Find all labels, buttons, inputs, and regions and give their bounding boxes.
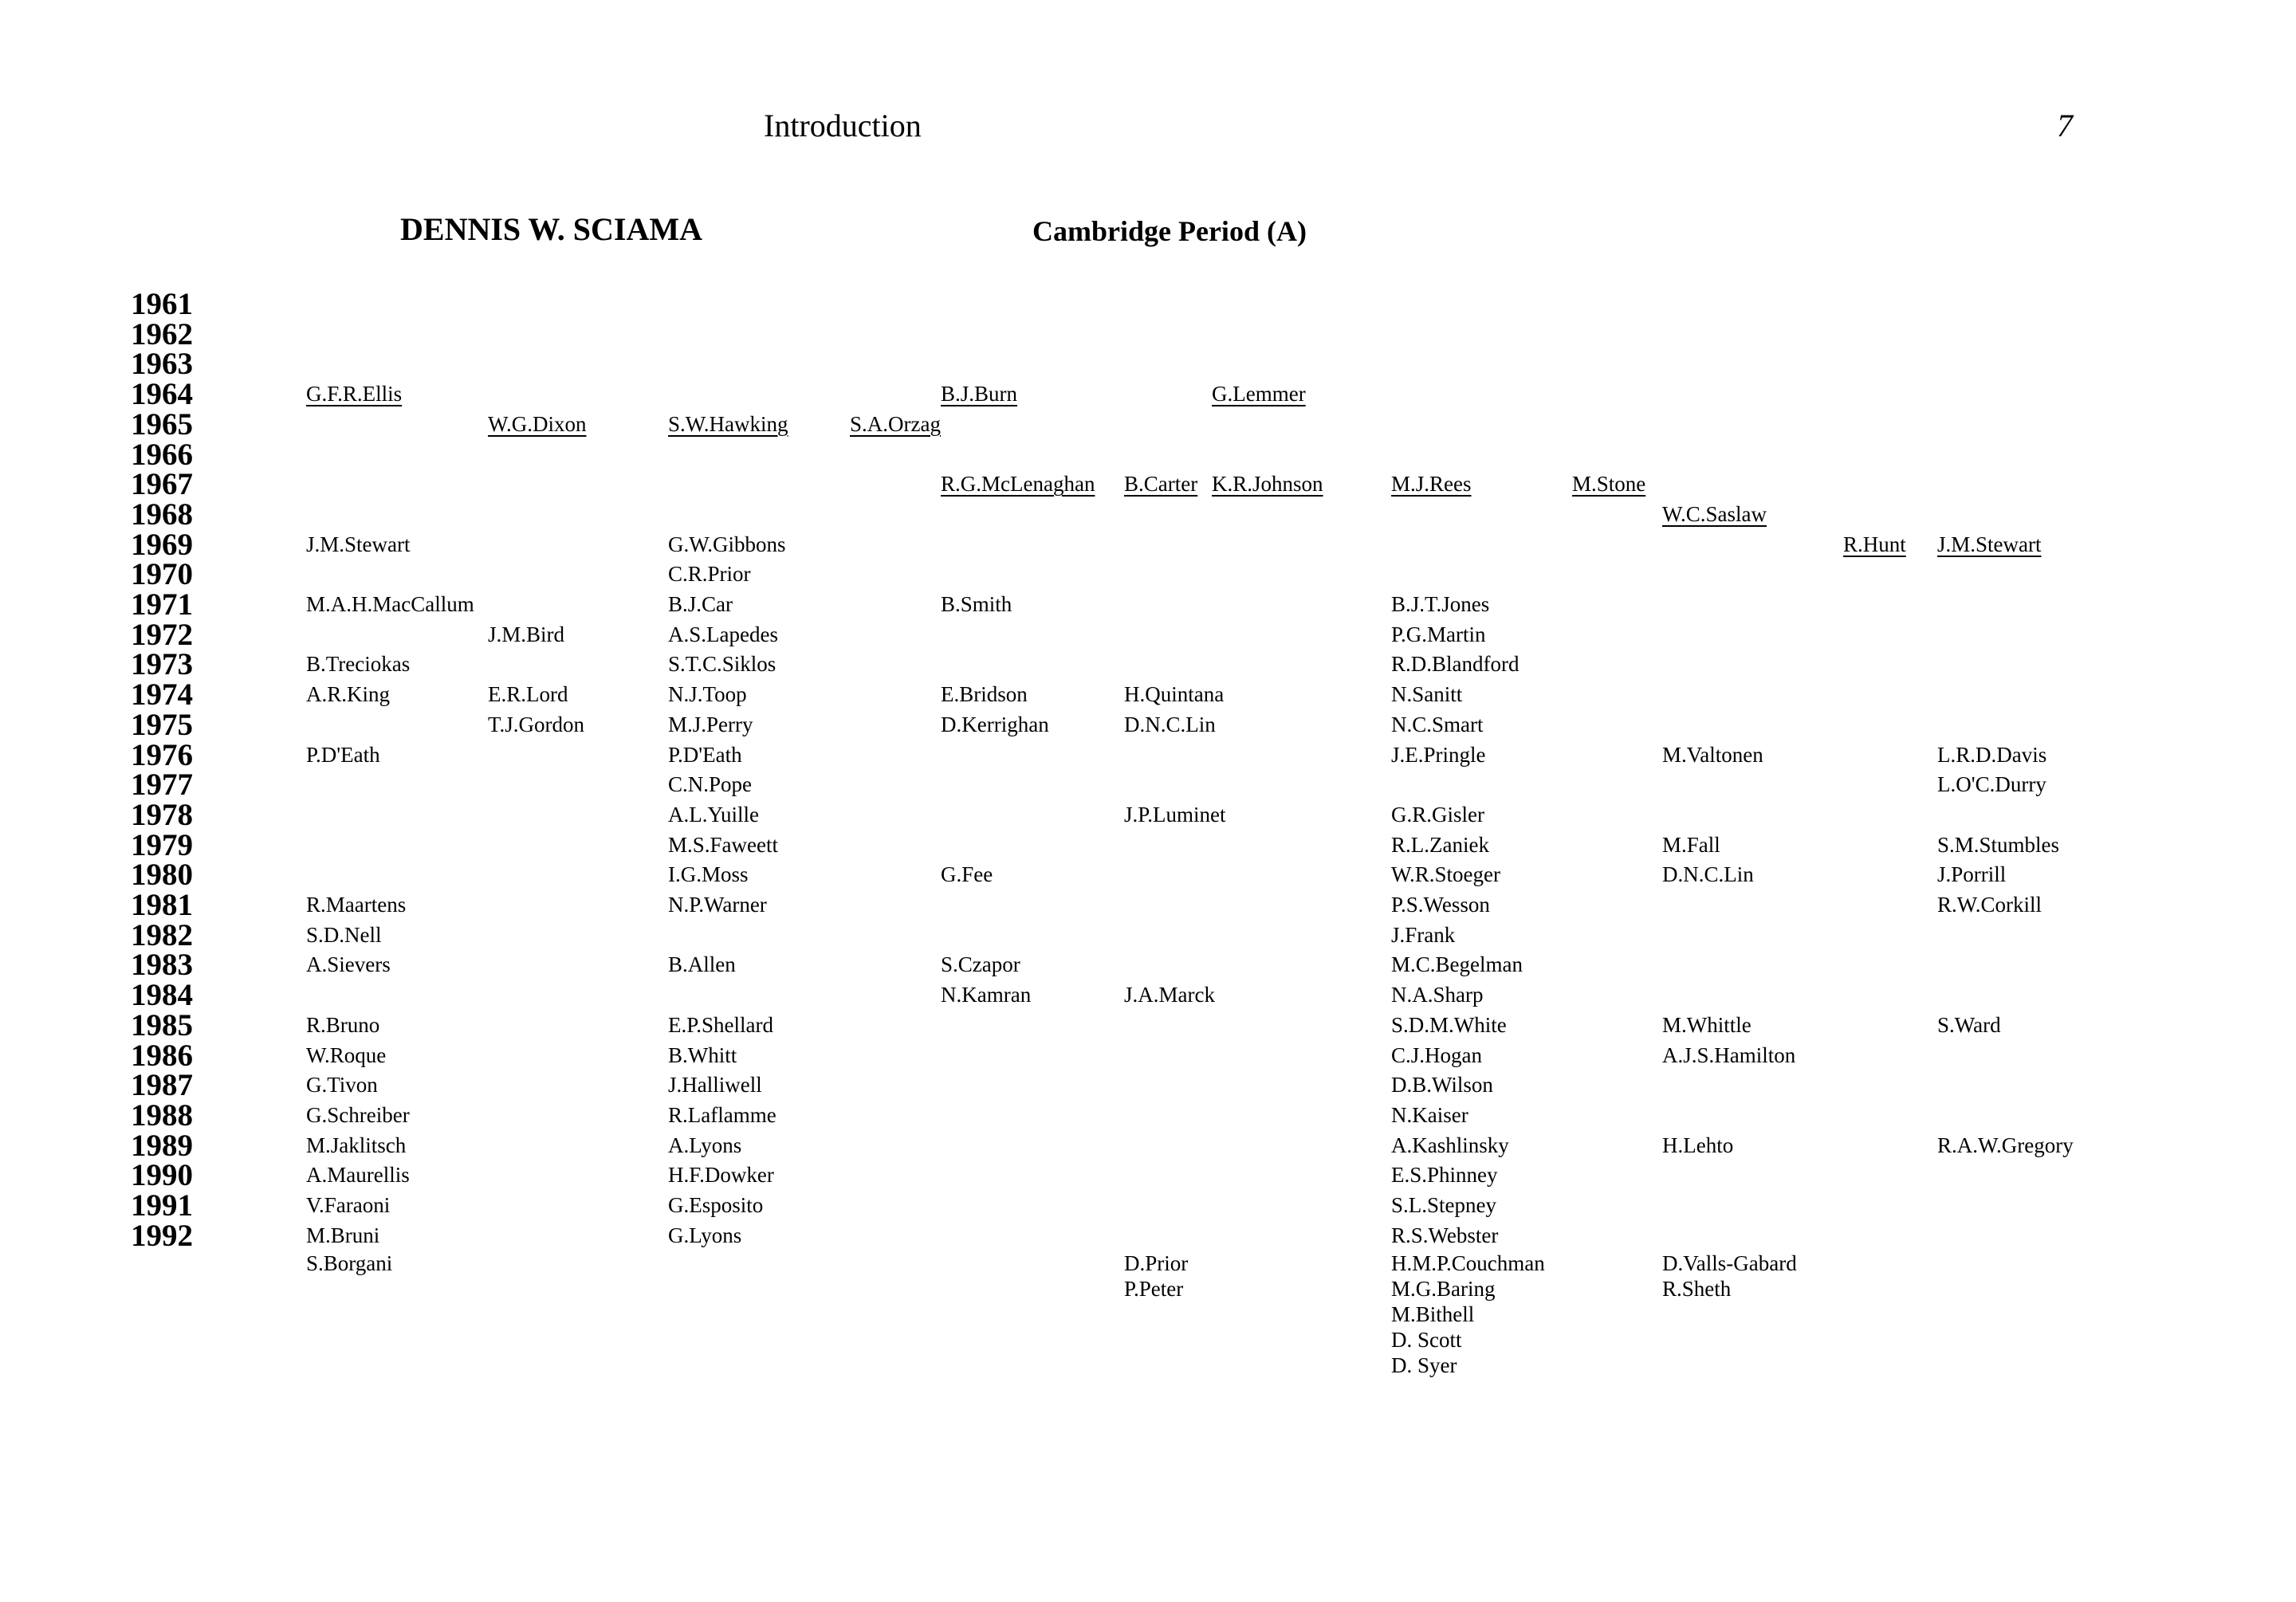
year-label: 1976 bbox=[131, 737, 193, 772]
student-name: M.Jaklitsch bbox=[306, 1133, 407, 1157]
student-name: R.A.W.Gregory bbox=[1937, 1133, 2074, 1157]
student-name: R.Bruno bbox=[306, 1012, 380, 1037]
student-name: L.O'C.Durry bbox=[1937, 772, 2046, 797]
student-name: H.F.Dowker bbox=[668, 1163, 774, 1188]
student-name: G.Esposito bbox=[668, 1193, 764, 1217]
student-name: E.R.Lord bbox=[488, 682, 568, 707]
student-name: A.J.S.Hamilton bbox=[1662, 1042, 1796, 1067]
student-name: M.A.H.MacCallum bbox=[306, 592, 474, 616]
student-name: D. Syer bbox=[1391, 1353, 1457, 1377]
student-name: S.M.Stumbles bbox=[1937, 832, 2060, 857]
student-name: R.S.Webster bbox=[1391, 1223, 1499, 1247]
student-name: B.Smith bbox=[941, 592, 1012, 616]
student-name: D.Prior bbox=[1124, 1251, 1189, 1275]
student-name: G.F.R.Ellis bbox=[306, 382, 403, 406]
student-name: A.Lyons bbox=[668, 1133, 742, 1157]
year-label: 1975 bbox=[131, 707, 193, 742]
student-name: M.Whittle bbox=[1662, 1012, 1751, 1037]
student-name: J.Frank bbox=[1391, 922, 1456, 947]
student-name: D.Kerrighan bbox=[941, 712, 1049, 736]
student-name: J.M.Stewart bbox=[1937, 532, 2042, 556]
student-name: S.A.Orzag bbox=[850, 411, 941, 436]
year-label: 1983 bbox=[131, 948, 193, 983]
year-label: 1965 bbox=[131, 406, 193, 442]
student-name: P.S.Wesson bbox=[1391, 893, 1490, 917]
student-name: M.C.Begelman bbox=[1391, 952, 1523, 977]
student-name: M.Fall bbox=[1662, 832, 1720, 857]
student-name: T.J.Gordon bbox=[488, 712, 584, 736]
student-name: G.R.Gisler bbox=[1391, 802, 1484, 827]
year-label: 1984 bbox=[131, 978, 193, 1013]
student-name: M.Bruni bbox=[306, 1223, 380, 1247]
year-label: 1977 bbox=[131, 768, 193, 803]
student-name: S.D.Nell bbox=[306, 922, 382, 947]
student-name: M.Valtonen bbox=[1662, 742, 1763, 767]
student-name: M.Stone bbox=[1572, 472, 1646, 497]
student-name: B.J.Car bbox=[668, 592, 733, 616]
student-name: A.Kashlinsky bbox=[1391, 1133, 1509, 1157]
year-label: 1966 bbox=[131, 437, 193, 472]
year-label: 1992 bbox=[131, 1218, 193, 1253]
year-label: 1989 bbox=[131, 1128, 193, 1163]
student-name: M.G.Baring bbox=[1391, 1277, 1496, 1301]
year-label: 1962 bbox=[131, 316, 193, 351]
year-label: 1986 bbox=[131, 1038, 193, 1073]
student-name: A.S.Lapedes bbox=[668, 622, 778, 646]
year-label: 1973 bbox=[131, 647, 193, 682]
student-name: V.Faraoni bbox=[306, 1193, 391, 1217]
student-name: R.D.Blandford bbox=[1391, 652, 1520, 677]
student-name: H.Lehto bbox=[1662, 1133, 1734, 1157]
student-name: G.Lemmer bbox=[1212, 382, 1306, 406]
student-name: B.Whitt bbox=[668, 1042, 737, 1067]
student-name: I.G.Moss bbox=[668, 862, 749, 887]
student-name: N.Kaiser bbox=[1391, 1102, 1468, 1127]
student-name: W.R.Stoeger bbox=[1391, 862, 1500, 887]
student-name: G.Fee bbox=[941, 862, 993, 887]
year-label: 1967 bbox=[131, 467, 193, 502]
year-label: 1974 bbox=[131, 677, 193, 713]
student-name: J.M.Bird bbox=[488, 622, 565, 646]
student-name: E.S.Phinney bbox=[1391, 1163, 1498, 1188]
student-name: C.R.Prior bbox=[668, 562, 751, 587]
student-name: C.J.Hogan bbox=[1391, 1042, 1482, 1067]
year-label: 1969 bbox=[131, 527, 193, 562]
student-name: W.Roque bbox=[306, 1042, 387, 1067]
year-label: 1972 bbox=[131, 617, 193, 652]
year-label: 1963 bbox=[131, 347, 193, 382]
student-name: D. Scott bbox=[1391, 1328, 1462, 1352]
student-name: G.Tivon bbox=[306, 1073, 378, 1097]
page-number: 7 bbox=[2057, 108, 2073, 143]
student-name: N.A.Sharp bbox=[1391, 983, 1484, 1007]
student-name: W.G.Dixon bbox=[488, 411, 587, 436]
student-name: R.G.McLenaghan bbox=[941, 472, 1095, 497]
student-name: P.D'Eath bbox=[668, 742, 742, 767]
year-label: 1982 bbox=[131, 917, 193, 952]
student-name: M.S.Faweett bbox=[668, 832, 778, 857]
student-name: J.Porrill bbox=[1937, 862, 2007, 887]
person-heading: DENNIS W. SCIAMA bbox=[400, 211, 702, 247]
student-name: J.E.Pringle bbox=[1391, 742, 1486, 767]
student-name: D.Valls-Gabard bbox=[1662, 1251, 1797, 1275]
year-label: 1990 bbox=[131, 1158, 193, 1193]
year-label: 1961 bbox=[131, 287, 193, 321]
student-name: S.Borgani bbox=[306, 1251, 393, 1275]
student-name: A.R.King bbox=[306, 682, 391, 707]
year-label: 1981 bbox=[131, 888, 193, 922]
student-name: D.N.C.Lin bbox=[1124, 712, 1216, 736]
student-name: B.Treciokas bbox=[306, 652, 411, 677]
student-name: R.L.Zaniek bbox=[1391, 832, 1489, 857]
student-name: B.Carter bbox=[1124, 472, 1198, 497]
student-name: M.J.Rees bbox=[1391, 472, 1472, 497]
student-name: G.W.Gibbons bbox=[668, 532, 786, 556]
student-name: N.J.Toop bbox=[668, 682, 747, 707]
student-name: B.J.Burn bbox=[941, 382, 1018, 406]
student-name: A.Sievers bbox=[306, 952, 391, 977]
year-label: 1980 bbox=[131, 858, 193, 893]
student-name: J.Halliwell bbox=[668, 1073, 762, 1097]
student-name: S.T.C.Siklos bbox=[668, 652, 776, 677]
student-name: S.Czapor bbox=[941, 952, 1020, 977]
student-name: N.Sanitt bbox=[1391, 682, 1463, 707]
student-name: J.A.Marck bbox=[1124, 983, 1215, 1007]
year-label: 1964 bbox=[131, 377, 193, 412]
student-name: D.N.C.Lin bbox=[1662, 862, 1754, 887]
student-name: S.Ward bbox=[1937, 1012, 2001, 1037]
student-name: B.Allen bbox=[668, 952, 736, 977]
student-name: G.Schreiber bbox=[306, 1102, 410, 1127]
student-name: S.D.M.White bbox=[1391, 1012, 1507, 1037]
year-label: 1979 bbox=[131, 827, 193, 862]
year-label: 1970 bbox=[131, 557, 193, 592]
student-name: B.J.T.Jones bbox=[1391, 592, 1490, 616]
year-label: 1968 bbox=[131, 497, 193, 532]
year-label: 1985 bbox=[131, 1007, 193, 1042]
running-title: Introduction bbox=[764, 108, 922, 143]
student-name: P.G.Martin bbox=[1391, 622, 1486, 646]
period-heading: Cambridge Period (A) bbox=[1032, 215, 1307, 247]
year-label: 1987 bbox=[131, 1068, 193, 1103]
student-name: M.J.Perry bbox=[668, 712, 753, 736]
student-name: G.Lyons bbox=[668, 1223, 742, 1247]
student-name: M.Bithell bbox=[1391, 1302, 1475, 1326]
student-name: S.L.Stepney bbox=[1391, 1193, 1496, 1217]
student-name: H.M.P.Couchman bbox=[1391, 1251, 1545, 1275]
student-name: C.N.Pope bbox=[668, 772, 753, 797]
student-name: R.Maartens bbox=[306, 893, 407, 917]
student-name: R.Laflamme bbox=[668, 1102, 776, 1127]
student-name: R.Hunt bbox=[1843, 532, 1906, 556]
student-name: A.L.Yuille bbox=[668, 802, 759, 827]
student-name: J.M.Stewart bbox=[306, 532, 411, 556]
student-name: H.Quintana bbox=[1124, 682, 1225, 707]
student-name: W.C.Saslaw bbox=[1662, 501, 1767, 526]
student-name: E.Bridson bbox=[941, 682, 1028, 707]
year-label: 1991 bbox=[131, 1188, 193, 1223]
student-name: N.P.Warner bbox=[668, 893, 767, 917]
student-name: K.R.Johnson bbox=[1212, 472, 1323, 497]
student-name: P.D'Eath bbox=[306, 742, 380, 767]
student-name: D.B.Wilson bbox=[1391, 1073, 1493, 1097]
student-name: S.W.Hawking bbox=[668, 411, 788, 436]
student-name: A.Maurellis bbox=[306, 1163, 410, 1188]
student-name: L.R.D.Davis bbox=[1937, 742, 2047, 767]
year-label: 1988 bbox=[131, 1097, 193, 1133]
student-name: P.Peter bbox=[1124, 1277, 1184, 1301]
student-name: N.C.Smart bbox=[1391, 712, 1484, 736]
student-name: R.Sheth bbox=[1662, 1277, 1732, 1301]
year-label: 1971 bbox=[131, 587, 193, 622]
student-name: N.Kamran bbox=[941, 983, 1032, 1007]
student-name: E.P.Shellard bbox=[668, 1012, 773, 1037]
year-label: 1978 bbox=[131, 797, 193, 832]
student-name: J.P.Luminet bbox=[1124, 802, 1226, 827]
student-name: R.W.Corkill bbox=[1937, 893, 2042, 917]
